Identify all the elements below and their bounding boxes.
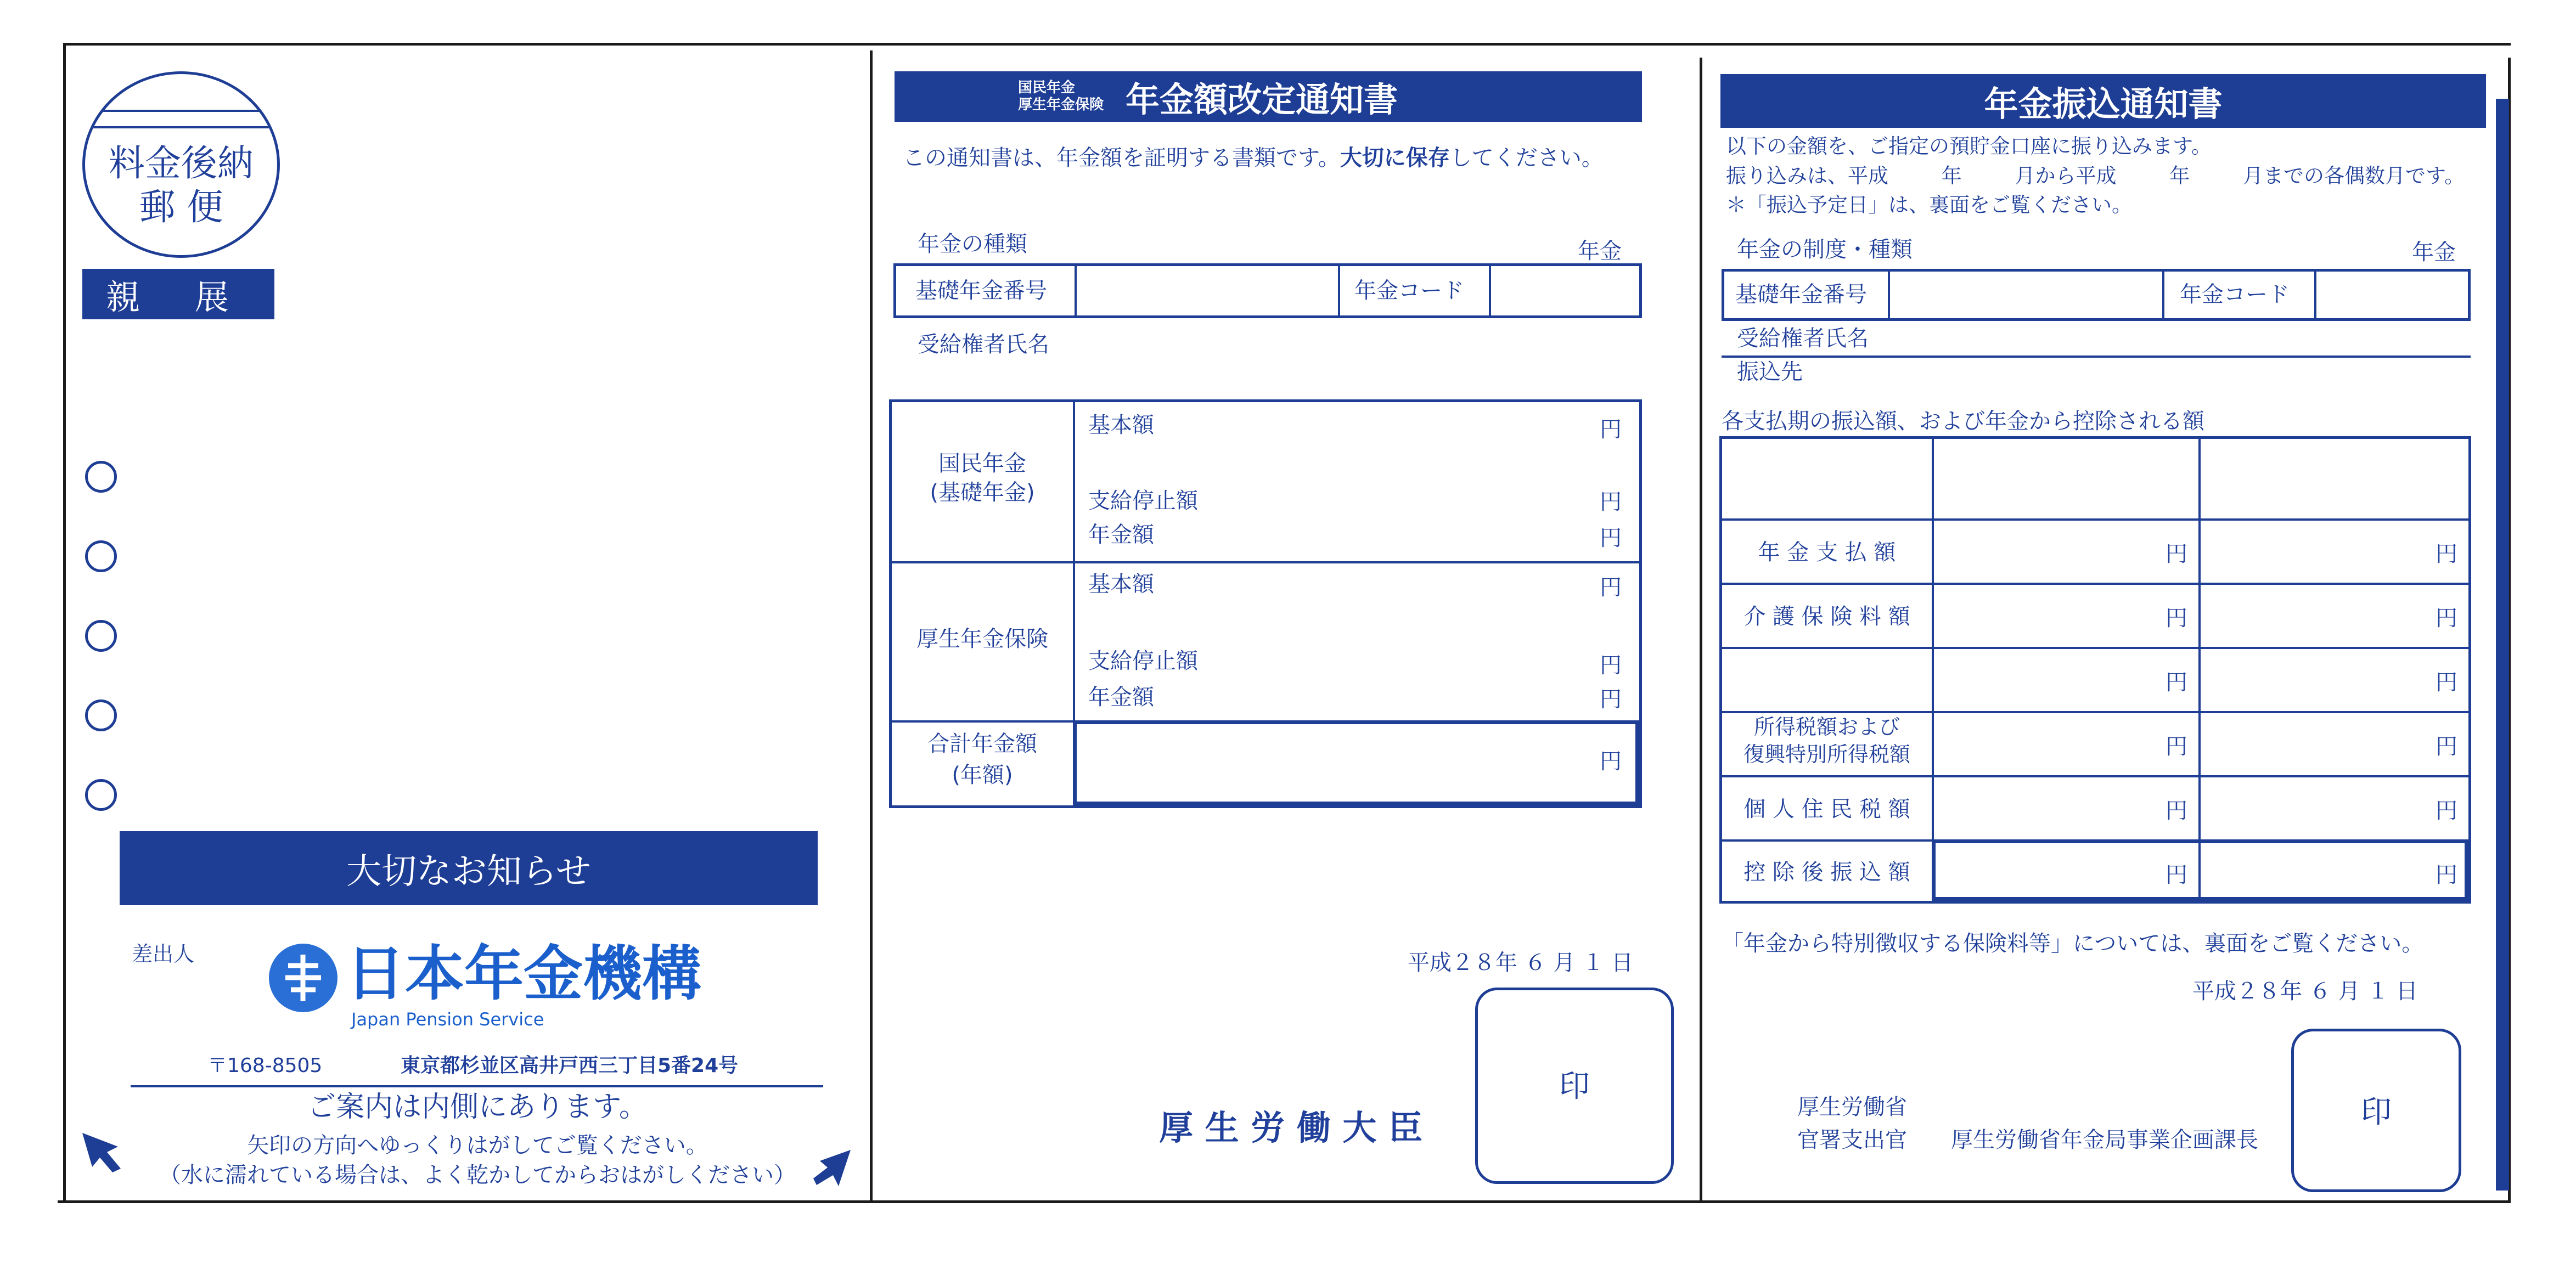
middle-amount-table (889, 399, 1642, 808)
middle-title: 年金額改定通知書 (1126, 79, 1398, 120)
middle-header-sub1: 国民年金 (1018, 79, 1076, 96)
yen-r1-c2: 円 (2436, 541, 2457, 567)
peel-arrow-right-icon (811, 1147, 855, 1191)
middle-recipient-name-label: 受給権者氏名 (918, 332, 1049, 357)
peel-arrow-left-icon (77, 1127, 126, 1177)
row-income-tax-label-1: 所得税額および (1753, 715, 1900, 739)
yen-r3-c2: 円 (2436, 670, 2457, 695)
peel-instruction-2: （水に濡れている場合は、よく乾かしてからおはがしください） (159, 1163, 796, 1188)
postal-code: 〒168-8505 (207, 1054, 323, 1077)
inside-notice: ご案内は内側にあります。 (307, 1091, 648, 1124)
notice-banner: 大切なお知らせ (120, 831, 818, 905)
employee-basic-amount-yen: 円 (1600, 575, 1622, 600)
middle-header-subtitle (1018, 80, 1104, 114)
national-annual-amount-label: 年金額 (1088, 522, 1154, 548)
middle-header-bar (895, 71, 1642, 122)
national-suspended-amount-label: 支給停止額 (1088, 488, 1198, 514)
total-label-line2: (年額) (952, 763, 1013, 788)
right-title: 年金振込通知書 (1720, 74, 2486, 128)
employee-pension-label: 厚生年金保険 (916, 627, 1048, 652)
right-recipient-underline (1722, 356, 2471, 358)
right-pension-suffix: 年金 (2412, 240, 2456, 265)
right-seal: 印 (2361, 1095, 2392, 1130)
binding-hole-1 (85, 461, 117, 493)
employee-annual-amount-yen: 円 (1600, 687, 1622, 712)
national-annual-amount-yen: 円 (1600, 526, 1622, 551)
middle-date: 平成２８年 ６ 月 １ 日 (1408, 950, 1633, 975)
total-label-line1: 合計年金額 (927, 731, 1037, 757)
total-amount-yen: 円 (1600, 749, 1622, 774)
right-id-table (1722, 269, 2471, 321)
middle-intro (903, 147, 1604, 169)
yen-r2-c2: 円 (2436, 606, 2457, 631)
right-officer-title: 官署支出官 (1797, 1127, 1907, 1153)
middle-pension-code-label: 年金コード (1354, 278, 1464, 303)
yen-r6-c1: 円 (2166, 862, 2187, 888)
middle-seal-box (1475, 988, 1674, 1184)
row-income-tax-label-2: 復興特別所得税額 (1743, 742, 1910, 766)
fold-line-2 (1700, 58, 1702, 1203)
fold-line-1 (870, 50, 873, 1203)
binding-hole-2 (85, 540, 117, 572)
binding-hole-3 (85, 620, 117, 652)
right-transfer-to-label: 振込先 (1737, 359, 1803, 385)
right-intro-2 (1726, 166, 2465, 186)
right-basic-pension-number-label: 基礎年金番号 (1735, 282, 1867, 307)
employee-annual-amount-label: 年金額 (1088, 685, 1154, 710)
national-pension-line2: (基礎年金) (930, 480, 1035, 505)
employee-suspended-amount-yen: 円 (1600, 653, 1622, 678)
binding-hole-4 (85, 699, 117, 731)
row-net-transfer-label: 控 除 後 振 込 額 (1743, 860, 1910, 885)
employee-basic-amount-label: 基本額 (1088, 572, 1154, 597)
postage-stamp-line2: 郵 便 (139, 186, 223, 228)
yen-r5-c1: 円 (2166, 798, 2187, 823)
right-ministry: 厚生労働省 (1797, 1095, 1907, 1120)
sender-label: 差出人 (132, 942, 195, 966)
outer-top-border (63, 43, 2511, 46)
middle-id-table (893, 263, 1642, 318)
yen-r5-c2: 円 (2436, 798, 2457, 823)
right-recipient-name-label: 受給権者氏名 (1737, 326, 1869, 351)
org-name-ja: 日本年金機構 (346, 940, 702, 1008)
right-table-caption: 各支払期の振込額、および年金から控除される額 (1722, 409, 2204, 434)
row-resident-tax-label: 個 人 住 民 税 額 (1743, 797, 1910, 822)
right-officer-name: 厚生労働省年金局事業企画課長 (1951, 1127, 2258, 1153)
org-logo (269, 944, 338, 1012)
middle-basic-pension-number-label: 基礎年金番号 (915, 278, 1047, 303)
peel-instruction-1: 矢印の方向へゆっくりはがしてご覧ください。 (247, 1133, 708, 1158)
middle-seal: 印 (1559, 1069, 1590, 1104)
middle-header-sub2: 厚生年金保険 (1018, 97, 1104, 113)
postage-stamp-line1: 料金後納 (109, 142, 254, 184)
outer-bottom-border (58, 1200, 2511, 1203)
right-date: 平成２８年 ６ 月 １ 日 (2192, 979, 2418, 1004)
employee-suspended-amount-label: 支給停止額 (1088, 648, 1198, 674)
national-basic-amount-yen: 円 (1600, 417, 1622, 442)
national-suspended-amount-yen: 円 (1600, 489, 1622, 515)
address-underline (131, 1085, 823, 1087)
yen-r3-c1: 円 (2166, 670, 2187, 695)
right-intro-3: ＊「振込予定日」は、裏面をご覧ください。 (1726, 193, 2132, 217)
right-system-type-label: 年金の制度・種類 (1737, 237, 1913, 262)
right-amount-table (1719, 436, 2471, 904)
confidential-label: 親 展 (82, 269, 274, 319)
right-side-edge (2496, 99, 2509, 1191)
yen-r1-c1: 円 (2166, 541, 2187, 567)
yen-r6-c2: 円 (2436, 862, 2457, 888)
row-pension-payment-label: 年 金 支 払 額 (1758, 540, 1896, 565)
org-name-en: Japan Pension Service (351, 1009, 544, 1030)
middle-pension-type-label: 年金の種類 (918, 232, 1027, 257)
yen-r2-c1: 円 (2166, 606, 2187, 631)
right-footnote: 「年金から特別徴収する保険料等」については、裏面をご覧ください。 (1722, 931, 2424, 956)
right-intro-2-text: 振り込みは、平成 年 月から平成 年 月までの各偶数月です。 (1726, 164, 2465, 188)
right-pension-code-label: 年金コード (2180, 282, 2290, 307)
postage-stamp (82, 71, 280, 258)
right-intro-1: 以下の金額を、ご指定の預貯金口座に振り込みます。 (1726, 134, 2212, 158)
binding-hole-5 (85, 779, 117, 811)
outer-left-border (63, 43, 66, 1203)
row-care-insurance-label: 介 護 保 険 料 額 (1743, 604, 1910, 629)
middle-intro-bold: 大切に保存 (1340, 145, 1450, 171)
middle-pension-suffix: 年金 (1578, 239, 1622, 264)
middle-minister: 厚 生 労 働 大 臣 (1159, 1108, 1422, 1148)
national-pension-line1: 国民年金 (938, 451, 1026, 476)
address: 東京都杉並区高井戸西三丁目5番24号 (401, 1054, 739, 1077)
yen-r4-c1: 円 (2166, 734, 2187, 759)
middle-intro-prefix: この通知書は、年金額を証明する書類です。 (903, 145, 1340, 171)
national-basic-amount-label: 基本額 (1088, 413, 1154, 438)
yen-r4-c2: 円 (2436, 734, 2457, 759)
middle-intro-suffix: してください。 (1449, 145, 1604, 171)
right-seal-box (2291, 1029, 2461, 1192)
